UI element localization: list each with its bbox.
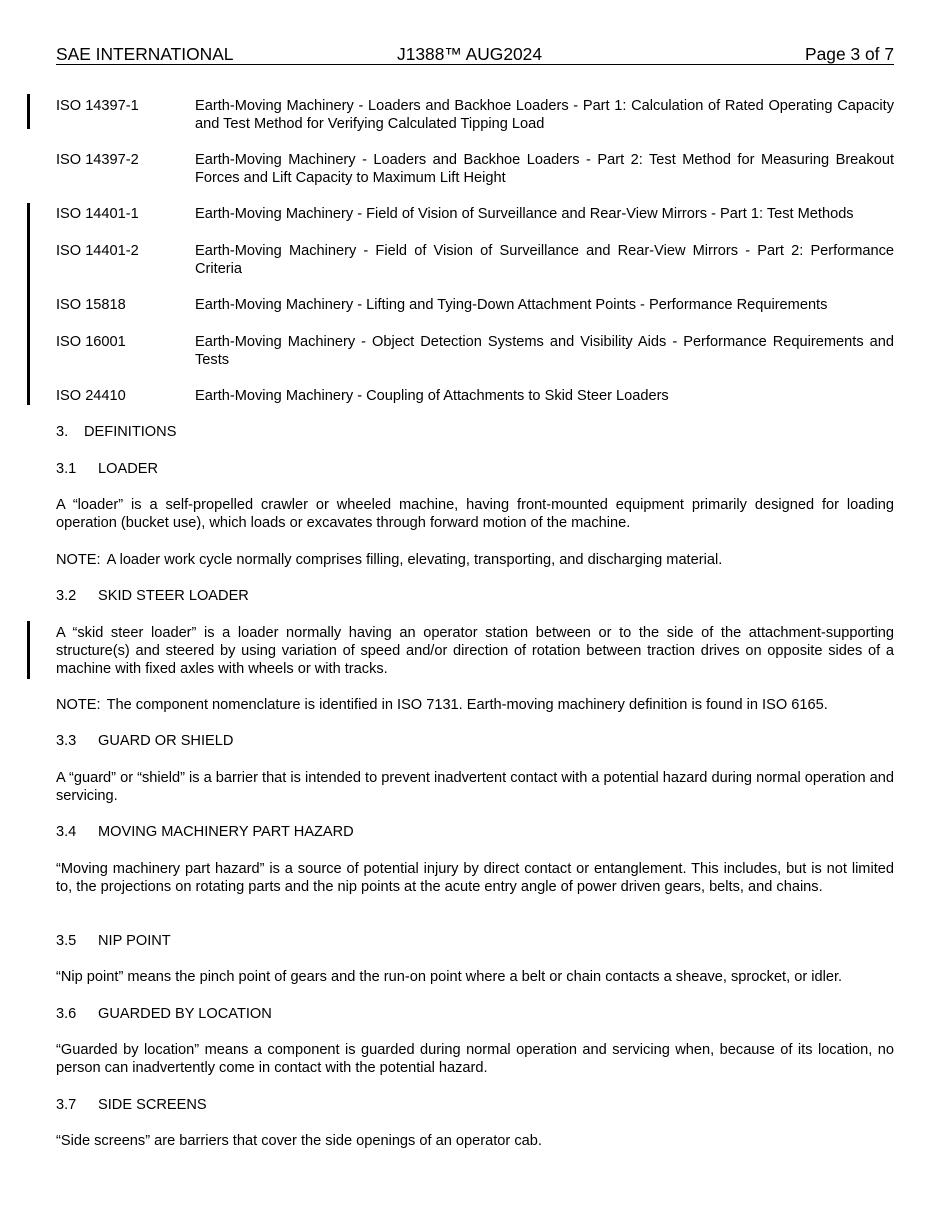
reference-item: [56, 98, 894, 134]
section-heading: [56, 424, 894, 442]
definition-title: LOADER: [98, 461, 159, 477]
reference-code: ISO 16001: [56, 334, 126, 350]
definition-text: “Moving machinery part hazard” is a source of potential injury by direct contact or entanglement. This includes, but is not limited to, the projections on rotating parts and the nip points at the acute entry angle of power driven gears, belts, and chains.: [56, 861, 894, 895]
definition-text: “Side screens” are barriers that cover the side openings of an operator cab.: [56, 1133, 542, 1149]
reference-title: Earth-Moving Machinery - Loaders and Backhoe Loaders - Part 2: Test Method for Measuring Breakout Forces and Lift Capacity to Maximum Lift Height: [195, 152, 894, 186]
definition-heading: [56, 588, 894, 606]
definition-text: A “guard” or “shield” is a barrier that is intended to prevent inadvertent contact with a potential hazard during normal operation and servicing.: [56, 770, 895, 804]
definition-heading: [56, 1006, 894, 1024]
definition-number: 3.7: [56, 1097, 77, 1113]
definition-note: [56, 697, 894, 715]
reference-code: ISO 14401-1: [56, 206, 139, 222]
definition-text: A “skid steer loader” is a loader normally having an operator station between or to the side of the attachment-supporting structure(s) and steered by using variation of speed and/or direction of rotation between traction drives on opposite sides of a machine with fixed axles with wheels or with tracks.: [56, 625, 894, 677]
definition-number: 3.2: [56, 588, 77, 604]
definition-text: “Guarded by location” means a component is guarded during normal operation and servicing when, because of its location, no person can inadvertently come in contact with the potential hazard.: [56, 1042, 894, 1076]
definition-heading: [56, 733, 894, 751]
definition-number: 3.4: [56, 824, 77, 840]
change-bar: [27, 621, 30, 679]
note-label: NOTE:: [56, 697, 101, 713]
page-header: [56, 44, 894, 65]
note-text: A loader work cycle normally comprises filling, elevating, transporting, and discharging material.: [106, 552, 723, 568]
definition-number: 3.3: [56, 733, 77, 749]
definition-note: [56, 552, 894, 570]
header-doc-number: J1388™ AUG2024: [397, 44, 543, 64]
change-bar: [27, 94, 30, 129]
reference-item: [56, 297, 894, 315]
reference-code: ISO 14401-2: [56, 243, 139, 259]
reference-title: Earth-Moving Machinery - Field of Vision of Surveillance and Rear-View Mirrors - Part 1: Test Methods: [195, 206, 854, 222]
reference-title: Earth-Moving Machinery - Object Detection Systems and Visibility Aids - Performance Requirements and Tests: [195, 334, 894, 368]
reference-item: [56, 388, 894, 406]
definition-title: SIDE SCREENS: [98, 1097, 207, 1113]
definition-title: NIP POINT: [98, 933, 171, 949]
definition-title: MOVING MACHINERY PART HAZARD: [98, 824, 354, 840]
reference-code: ISO 24410: [56, 388, 126, 404]
definition-heading: [56, 933, 894, 951]
section-number: 3.: [56, 424, 69, 440]
reference-title: Earth-Moving Machinery - Field of Vision of Surveillance and Rear-View Mirrors - Part 2: Performance Criteria: [195, 243, 894, 277]
definition-text: “Nip point” means the pinch point of gears and the run-on point where a belt or chain contacts a sheave, sprocket, or idler.: [56, 969, 843, 985]
definition-heading: [56, 1097, 894, 1115]
definition-title: SKID STEER LOADER: [98, 588, 249, 604]
definition-number: 3.6: [56, 1006, 77, 1022]
definition-number: 3.1: [56, 461, 77, 477]
reference-item: [56, 206, 894, 224]
reference-item: [56, 334, 894, 370]
definition-title: GUARDED BY LOCATION: [98, 1006, 272, 1022]
reference-item: [56, 243, 894, 279]
reference-title: Earth-Moving Machinery - Loaders and Backhoe Loaders - Part 1: Calculation of Rated Operating Capacity and Test Method for Verifying Calculated Tipping Load: [195, 98, 894, 132]
header-page-number: Page 3 of 7: [805, 44, 894, 64]
section-title: DEFINITIONS: [84, 424, 177, 440]
definition-text: A “loader” is a self-propelled crawler or wheeled machine, having front-mounted equipment primarily designed for loading operation (bucket use), which loads or excavates through forward motion of the machine.: [56, 497, 894, 531]
change-bar: [27, 203, 30, 405]
reference-code: ISO 14397-1: [56, 98, 139, 114]
definition-title: GUARD OR SHIELD: [98, 733, 234, 749]
note-label: NOTE:: [56, 552, 101, 568]
reference-item: [56, 152, 894, 188]
reference-code: ISO 15818: [56, 297, 126, 313]
definition-heading: [56, 461, 894, 479]
note-text: The component nomenclature is identified in ISO 7131. Earth-moving machinery definition is found in ISO 6165.: [106, 697, 828, 713]
header-org: SAE INTERNATIONAL: [56, 44, 234, 64]
reference-title: Earth-Moving Machinery - Coupling of Attachments to Skid Steer Loaders: [195, 388, 669, 404]
definition-heading: [56, 824, 894, 842]
reference-code: ISO 14397-2: [56, 152, 139, 168]
reference-title: Earth-Moving Machinery - Lifting and Tying-Down Attachment Points - Performance Requirements: [195, 297, 828, 313]
definition-number: 3.5: [56, 933, 77, 949]
